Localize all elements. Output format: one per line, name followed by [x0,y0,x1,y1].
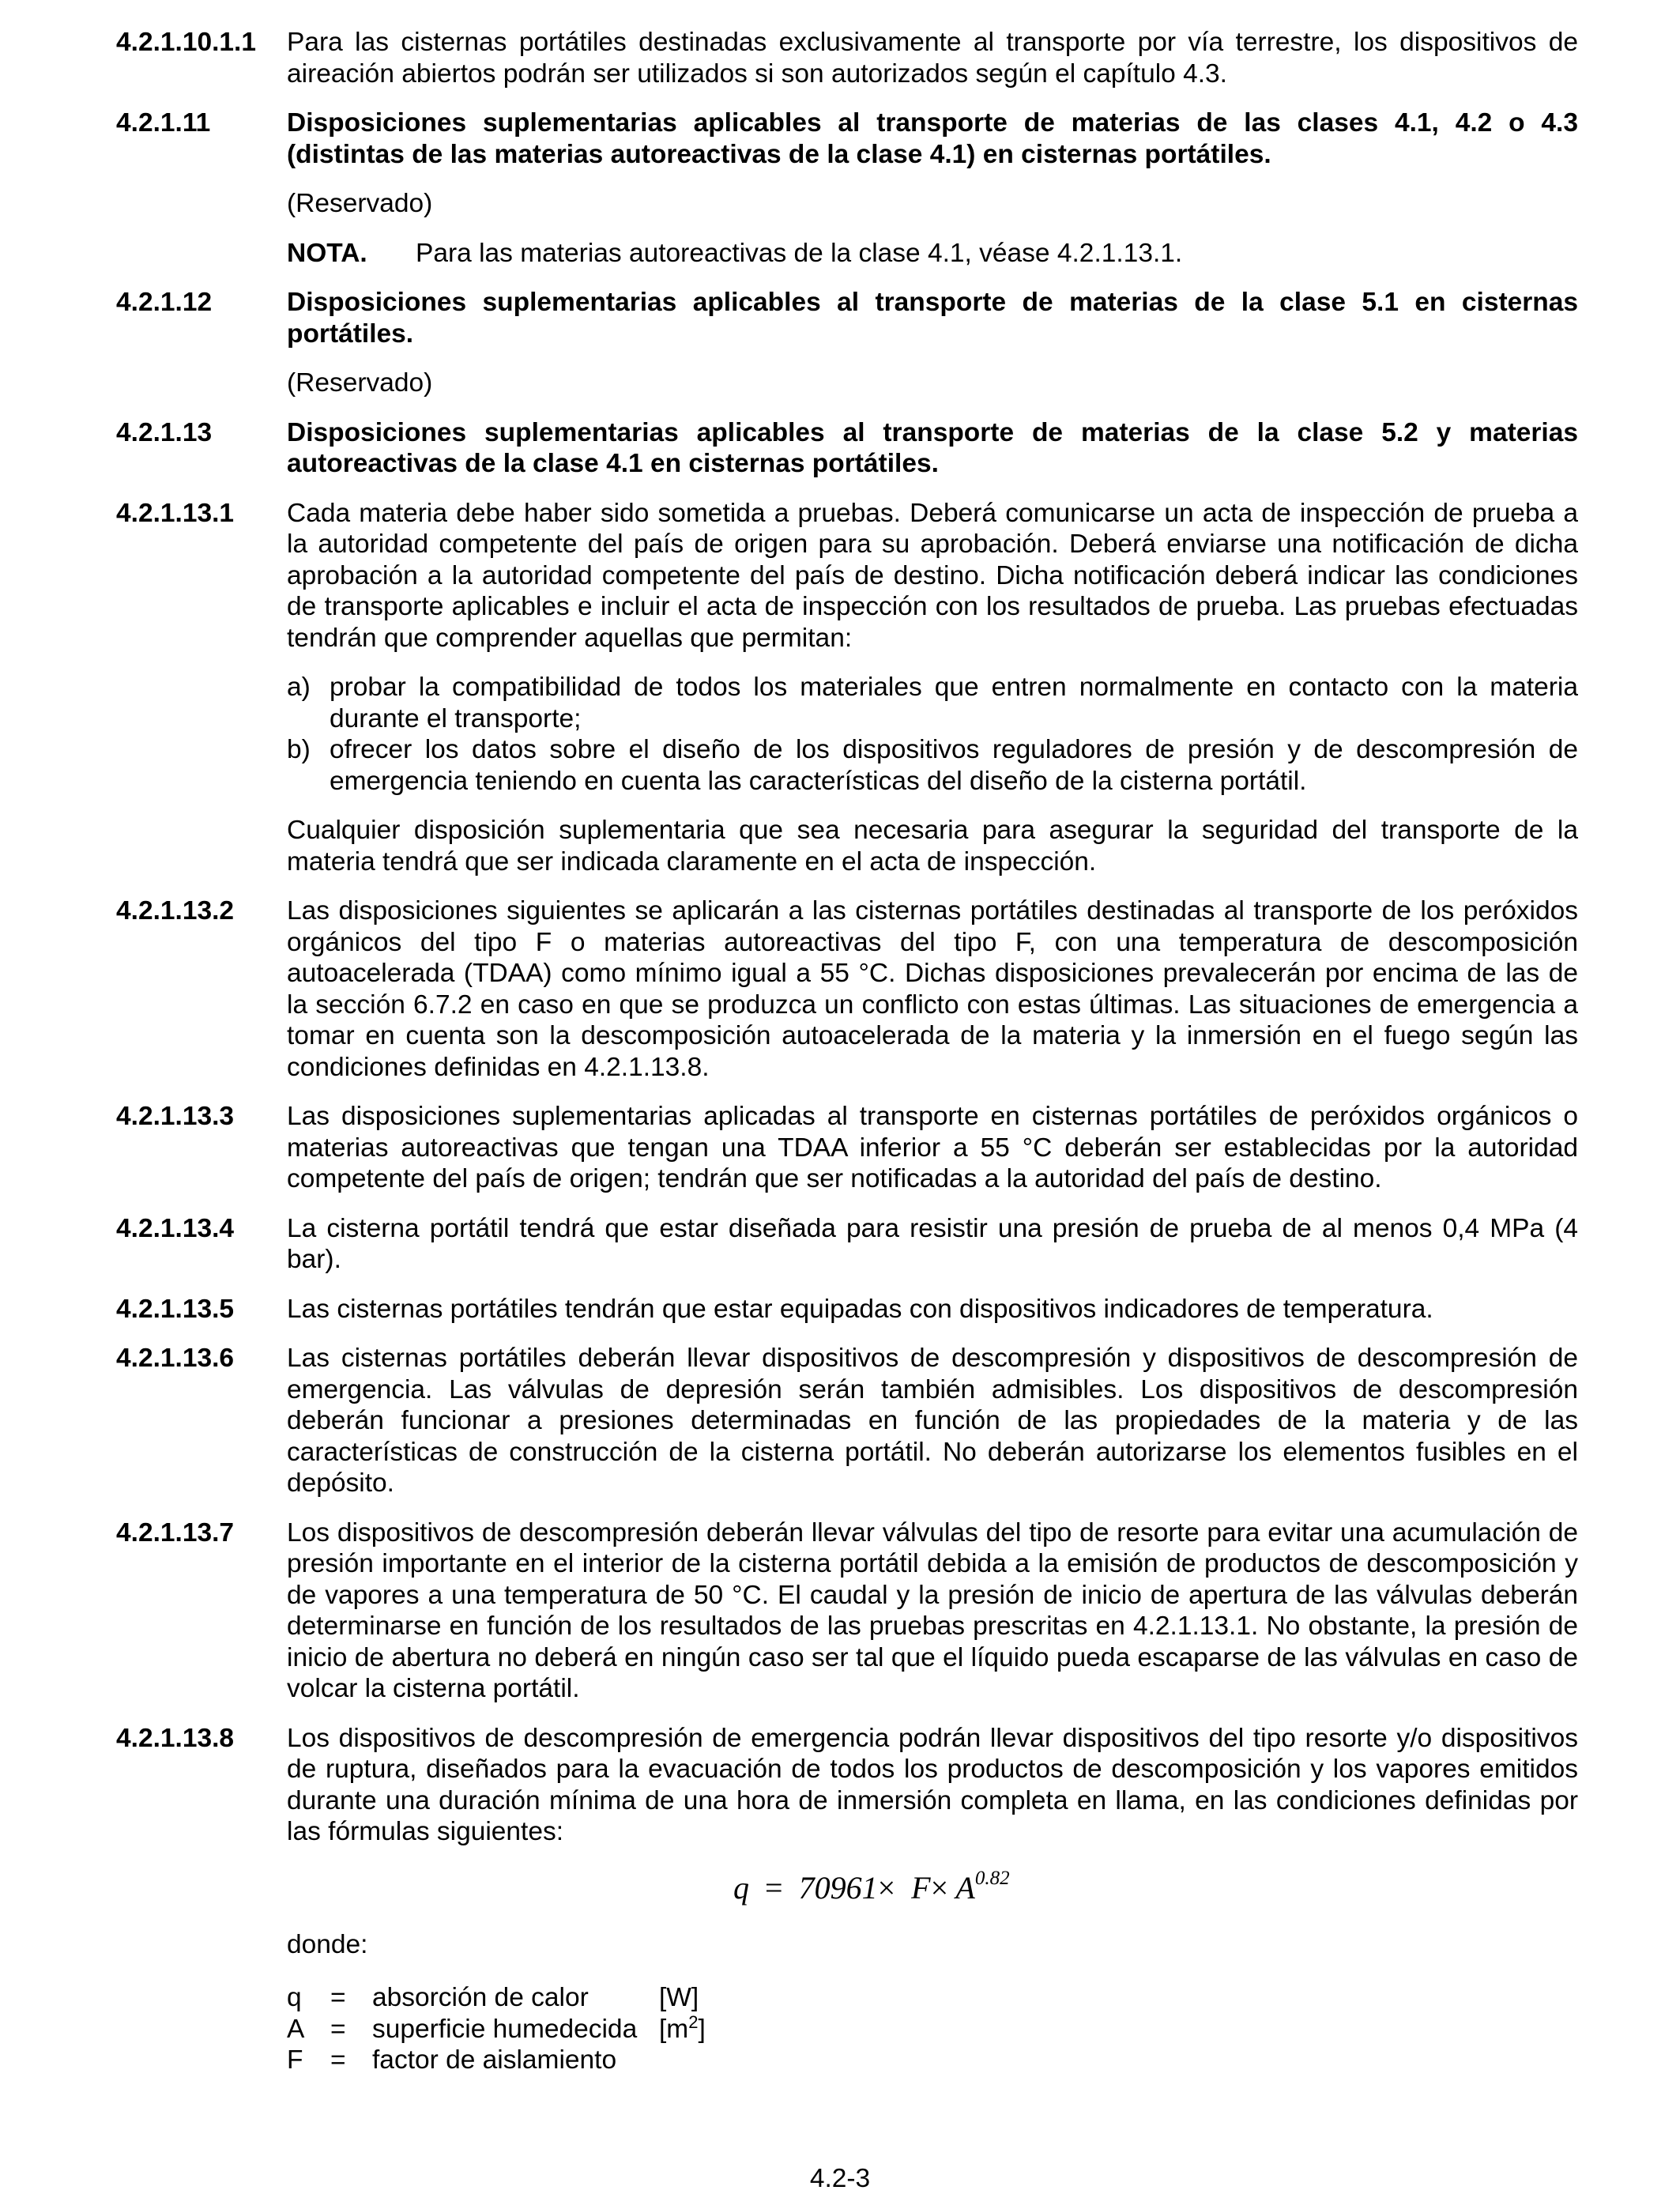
section-number: 4.2.1.13.7 [116,1517,235,1547]
definition-unit [659,2011,706,2045]
section-4-2-1-12 [116,287,1578,399]
list-marker: b) [287,735,311,764]
definition-row [287,1982,1578,2014]
section-4-2-1-10-1-1 [116,27,1578,89]
section-4-2-1-13-4 [116,1213,1578,1276]
section-number: 4.2.1.13.4 [116,1213,235,1243]
section-4-2-1-13-8 [116,1723,1578,2076]
section-text: Cada materia debe haber sido sometida a pruebas. Deberá comunicarse un acta de inspección de prueba a la autoridad competente del país de origen para su aprobación. Deberá enviarse una notificación de dicha aprobación a la autoridad competente del país de destino. Dicha notificación deberá indicar las condiciones de transporte aplicables e incluir el acta de inspección con los resultados de prueba. Las pruebas efectuadas tendrán que comprender aquellas que permitan: [287,498,1578,653]
section-text: Las cisternas portátiles tendrán que estar equipadas con dispositivos indicadores de temperatura. [287,1294,1433,1324]
formula-f: F [911,1869,931,1906]
formula-times: × [930,1869,949,1906]
definition-equals: = [330,2045,346,2075]
section-4-2-1-13 [116,417,1578,480]
formula-a: A [955,1869,975,1906]
section-4-2-1-13-6 [116,1343,1578,1499]
variable-definitions [287,1982,1578,2076]
definition-symbol: F [287,2045,303,2075]
section-text: Los dispositivos de descompresión de emergencia podrán llevar dispositivos del tipo resorte y/o dispositivos de ruptura, diseñados para la evacuación de todos los productos de descomposición y los vapores emitidos durante una duración mínima de una hora de inmersión completa en llama, en las condiciones definidas por las fórmulas siguientes: [287,1723,1578,1846]
definition-description: superficie humedecida [372,2014,638,2044]
list-item [287,734,1578,797]
test-list [287,672,1578,797]
section-number: 4.2.1.13 [116,417,213,447]
section-number: 4.2.1.13.2 [116,896,235,925]
formula-coefficient: 70961 [798,1869,878,1906]
note-text: Para las materias autoreactivas de la clase 4.1, véase 4.2.1.13.1. [416,238,1183,268]
list-item-text: ofrecer los datos sobre el diseño de los dispositivos reguladores de presión y de descompresión de emergencia teniendo en cuenta las características del diseño de la cisterna portátil. [330,735,1578,796]
definition-row [287,2011,1578,2045]
section-text: Las disposiciones siguientes se aplicarán a las cisternas portátiles destinadas al transporte de los peróxidos orgánicos del tipo F o materias autoreactivas del tipo F, con una temperatura de descomposición autoacelerada (TDAA) como mínimo igual a 55 °C. Dichas disposiciones prevalecerán por encima de las de la sección 6.7.2 en caso en que se produzca un conflicto con estas últimas. Las situaciones de emergencia a tomar en cuenta son la descomposición autoacelerada de la materia y la inmersión en el fuego según las condiciones definidas en 4.2.1.13.8. [287,896,1578,1082]
definition-symbol: q [287,1983,302,2012]
section-number: 4.2.1.13.3 [116,1102,235,1131]
formula-lhs: q [733,1869,749,1906]
reserved-text: (Reservado) [287,368,433,398]
section-number: 4.2.1.13.6 [116,1344,235,1373]
section-heading: Disposiciones suplementarias aplicables al transporte de materias de las clases 4.1, 4.2 o 4.3 (distintas de las materias autoreactivas de la clase 4.1) en cisternas portátiles. [287,108,1578,169]
section-4-2-1-11 [116,107,1578,269]
formula-equals: = [765,1869,783,1906]
section-number: 4.2.1.12 [116,288,213,317]
section-heading: Disposiciones suplementarias aplicables al transporte de materias de la clase 5.1 en cisternas portátiles. [287,288,1578,349]
section-4-2-1-13-1 [116,498,1578,878]
reserved-text: (Reservado) [287,189,433,218]
unit-exponent: 2 [688,2011,699,2032]
note [287,238,1578,270]
section-4-2-1-13-5 [116,1294,1578,1325]
definition-symbol: A [287,2014,305,2044]
where-label: donde: [287,1929,368,1959]
unit-close: ] [698,2014,706,2044]
section-number: 4.2.1.13.5 [116,1294,235,1324]
section-number: 4.2.1.13.1 [116,498,235,528]
section-number: 4.2.1.13.8 [116,1723,235,1753]
page-number: 4.2-3 [809,2164,871,2193]
definition-description: absorción de calor [372,1983,589,2012]
section-heading: Disposiciones suplementarias aplicables al transporte de materias de la clase 5.2 y materias autoreactivas de la clase 4.1 en cisternas portátiles. [287,417,1578,478]
unit-base: [m [659,2014,689,2044]
section-number: 4.2.1.11 [116,108,211,138]
definition-equals: = [330,1983,346,2012]
section-text: La cisterna portátil tendrá que estar diseñada para resistir una presión de prueba de al menos 0,4 MPa (4 bar). [287,1213,1578,1274]
formula-times: × [877,1869,896,1906]
list-item-text: probar la compatibilidad de todos los materiales que entren normalmente en contacto con la materia durante el transporte; [330,673,1578,733]
section-text: Para las cisternas portátiles destinadas exclusivamente al transporte por vía terrestre, los dispositivos de aireación abiertos podrán ser utilizados si son autorizados según el capítulo 4.3. [287,28,1578,89]
definition-row [287,2045,1578,2076]
definition-description: factor de aislamiento [372,2045,617,2075]
section-text: Los dispositivos de descompresión deberán llevar válvulas del tipo de resorte para evitar una acumulación de presión importante en el interior de la cisterna portátil debida a la emisión de productos de descomposición y de vapores a una temperatura de 50 °C. El caudal y la presión de inicio de apertura de las válvulas deberán determinarse en función de los resultados de las pruebas prescritas en 4.2.1.13.1. No obstante, la presión de inicio de abertura no deberá en ningún caso ser tal que el líquido pueda escaparse de las válvulas en caso de volcar la cisterna portátil. [287,1517,1578,1703]
list-marker: a) [287,673,311,702]
list-item [287,672,1578,734]
section-4-2-1-13-7 [116,1517,1578,1705]
document-page [116,27,1578,2094]
section-4-2-1-13-2 [116,895,1578,1083]
closing-text: Cualquier disposición suplementaria que sea necesaria para asegurar la seguridad del transporte de la materia tendrá que ser indicada claramente en el acta de inspección. [287,816,1578,876]
section-4-2-1-13-3 [116,1101,1578,1195]
definition-equals: = [330,2014,346,2044]
section-text: Las cisternas portátiles deberán llevar dispositivos de descompresión y dispositivos de descompresión de emergencia. Las válvulas de depresión serán también admisibles. Los dispositivos de descompresión deberán funcionar a presiones determinadas en función de las propiedades de la materia y de las características de construcción de la cisterna portátil. No deberán autorizarse los elementos fusibles en el depósito. [287,1344,1578,1498]
heat-absorption-formula [733,1865,1578,1911]
formula-exponent: 0.82 [974,1867,1010,1889]
section-number: 4.2.1.10.1.1 [116,28,256,57]
section-text: Las disposiciones suplementarias aplicadas al transporte en cisternas portátiles de peróxidos orgánicos o materias autoreactivas que tengan una TDAA inferior a 55 °C deberán ser establecidas por la autoridad competente del país de origen; tendrán que ser notificadas a la autoridad del país de destino. [287,1102,1578,1193]
definition-unit: [W] [659,1983,699,2012]
note-label: NOTA. [287,238,367,268]
